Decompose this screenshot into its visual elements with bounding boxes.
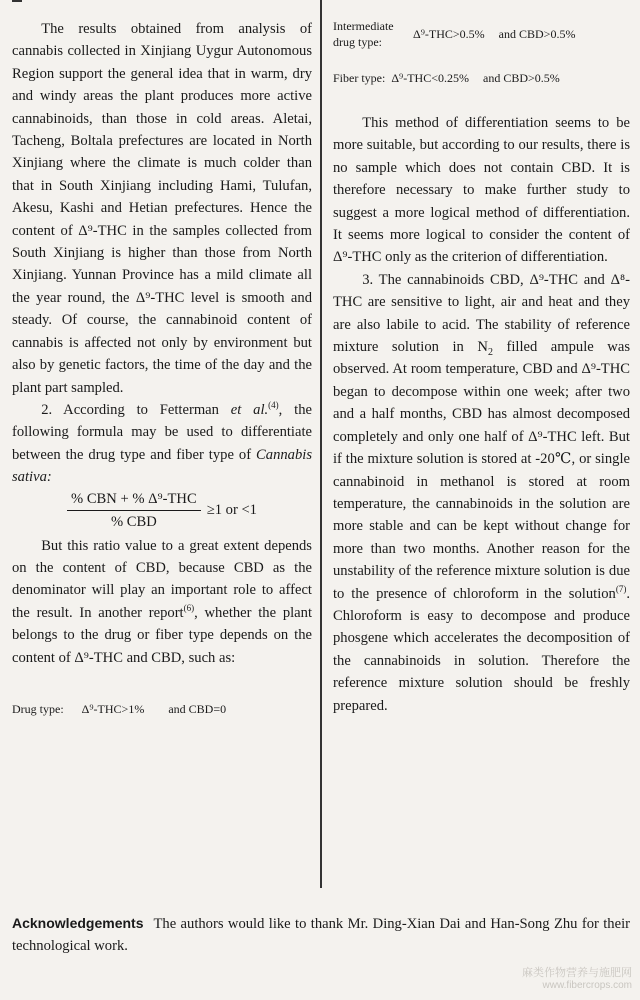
- drug-type-criterion: [12, 701, 312, 717]
- drug-type-cbd: and CBD=0: [168, 701, 227, 716]
- fiber-type-thc: Δ⁹-THC<0.25%: [391, 71, 469, 85]
- intermediate-type-label: Intermediate drug type:: [333, 19, 394, 49]
- intermediate-type-cbd: and CBD>0.5%: [498, 27, 576, 41]
- watermark-chinese: 麻类作物营养与施肥网: [522, 967, 632, 979]
- fiber-type-criterion: [333, 70, 630, 86]
- ref-7: (7): [615, 583, 627, 594]
- ratio-formula: [12, 489, 312, 533]
- acknowledgements-text: The authors would like to thank Mr. Ding-Xian Dai and Han-Song Zhu for their technological work.: [12, 916, 630, 955]
- drug-type-label: Drug type:: [12, 701, 64, 716]
- watermark: [522, 967, 632, 992]
- stability-paragraph: 3. The cannabinoids CBD, Δ⁹-THC and Δ⁸-THC are sensitive to light, air and heat and they are also labile to acid. The stability of reference mixture solution in $N_2$ filled ampule was observed. At room temperature, CBD and Δ⁹-THC began to decompose within one week; after two and a half months, CBD has almost decomposed completely and only one half of Δ⁹-THC left. But if the mixture solution is stored at -20℃, or single cannabinoid in methanol is stored at room temperature, the cannabinoids in the solution are more stable and can be kept without change for more than two months. Another reason for the unstability of the reference mixture solution is due to the presence of chloroform in the solution$^{(7)}$. Chloroform is easy to decompose and produce phosgene which accelerates the decomposition of the cannabinoids in solution. Therefore the reference mixture solution should be freshly prepared.: [333, 271, 630, 714]
- drug-type-thc: Δ⁹-THC>1%: [81, 701, 145, 716]
- formula-fraction: [67, 489, 201, 533]
- fetterman-paragraph: 2. According to Fetterman et al.$^{(4)}$, the following formula may be used to differentiate between the drug type and fiber type of Cannabis sativa:: [12, 400, 312, 486]
- formula-relation: ≥1 or <1: [206, 502, 257, 519]
- intermediate-type-criterion: [333, 18, 630, 50]
- n2-subscript: 2: [487, 346, 493, 358]
- species-name: Cannabis sativa:: [12, 446, 312, 486]
- acknowledgements: [12, 912, 630, 958]
- et-al: et al.: [230, 401, 269, 418]
- watermark-url: www.fibercrops.com: [542, 980, 632, 991]
- left-column: [12, 18, 312, 717]
- ref-6: (6): [183, 602, 195, 613]
- fiber-type-label: Fiber type:: [333, 71, 386, 85]
- ref-4: (4): [268, 400, 279, 411]
- acknowledgements-heading: Acknowledgements: [12, 915, 144, 931]
- intermediate-type-thc: Δ⁹-THC>0.5%: [413, 27, 485, 41]
- formula-numerator: % CBN + % Δ⁹-THC: [67, 489, 201, 511]
- right-column: [333, 18, 630, 717]
- column-divider: [320, 0, 322, 888]
- fiber-type-cbd: and CBD>0.5%: [483, 71, 560, 85]
- top-rule: [12, 0, 22, 5]
- method-paragraph: This method of differentiation seems to be more suitable, but according to our results, there is no sample which does not contain CBD. It is therefore necessary to make further study to suggest a more logical method of differentiation. It seems more logical to consider the content of Δ⁹-THC only as the criterion of differentiation.: [333, 115, 630, 266]
- formula-denominator: % CBD: [110, 513, 157, 530]
- results-paragraph: The results obtained from analysis of cannabis collected in Xinjiang Uygur Autonomous Region support the general idea that in warm, dry and windy areas the plant produces more active cannabinoids, than those in cold areas. Aletai, Tacheng, Boltala prefectures are located in North Xinjiang where the climate is much colder than that in South Xinjiang including Hami, Tulufan, Akesu, Kashi and Hetian prefectures. Hence the content of Δ⁹-THC in the samples collected from South Xinjiang is higher than those from North Xinjiang. Yunnan Province has a mild climate all the year round, the Δ⁹-THC level is smooth and steady. Of course, the cannabinoid content of cannabis is affected not only by environment but also by genetic factors, the time of the day and the plant part sampled.: [12, 21, 312, 396]
- ratio-paragraph: But this ratio value to a great extent depends on the content of CBD, because CBD as the denominator will play an important role to affect the result. In another report$^{(6)}$, whether the plant belongs to the drug or fiber type depends on the content of Δ⁹-THC and CBD, such as:: [12, 537, 312, 666]
